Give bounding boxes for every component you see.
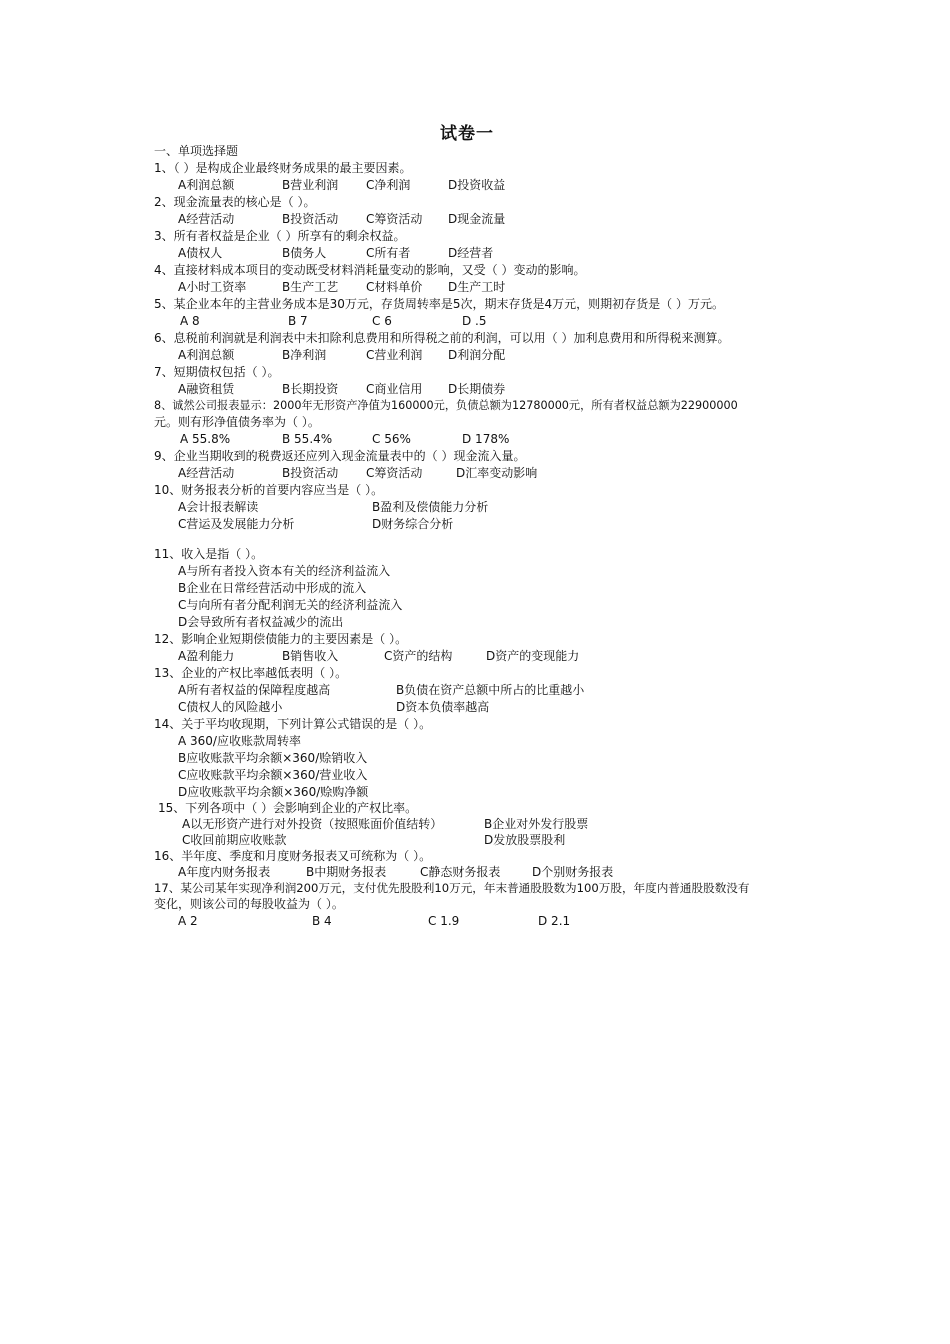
option: B投资活动: [282, 212, 339, 226]
question-stem: 15、下列各项中（ ）会影响到企业的产权比率。: [158, 801, 418, 815]
option: C所有者: [366, 246, 411, 260]
option: A盈利能力: [178, 649, 235, 663]
option: A 55.8%: [180, 432, 231, 446]
option: C营业利润: [366, 348, 423, 362]
question-stem: 1、（ ）是构成企业最终财务成果的最主要因素。: [154, 161, 412, 175]
option: B应收账款平均余额×360/赊销收入: [178, 751, 368, 765]
option: D应收账款平均余额×360/赊购净额: [178, 785, 369, 799]
option: C材料单价: [366, 280, 423, 294]
option: B 4: [312, 914, 332, 928]
option: D 178%: [462, 432, 510, 446]
option: B 55.4%: [282, 432, 333, 446]
question-stem: 14、关于平均收现期，下列计算公式错误的是（ ）。: [154, 717, 432, 731]
question-stem: 3、所有者权益是企业（ ）所享有的剩余权益。: [154, 229, 406, 243]
option: D会导致所有者权益减少的流出: [178, 615, 344, 629]
option: A债权人: [178, 246, 223, 260]
option: D资本负债率越高: [396, 700, 490, 714]
option: C收回前期应收账款: [182, 833, 287, 847]
option: A小时工资率: [178, 280, 247, 294]
option: B企业对外发行股票: [484, 817, 589, 831]
option: B长期投资: [282, 382, 339, 396]
question-stem: 16、半年度、季度和月度财务报表又可统称为（ ）。: [154, 849, 432, 863]
option: D投资收益: [448, 178, 506, 192]
option: C营运及发展能力分析: [178, 517, 295, 531]
option: B盈利及偿债能力分析: [372, 500, 489, 514]
option: B中期财务报表: [306, 865, 387, 879]
option: D汇率变动影响: [456, 466, 538, 480]
option: C筹资活动: [366, 212, 423, 226]
question-stem-continued: 元。则有形净值债务率为（ ）。: [154, 415, 320, 429]
section-heading: 一、单项选择题: [154, 144, 239, 158]
option: C净利润: [366, 178, 411, 192]
option: A 2: [178, 914, 198, 928]
option: B净利润: [282, 348, 327, 362]
option: D发放股票股利: [484, 833, 566, 847]
option: D个别财务报表: [532, 865, 614, 879]
option: D 2.1: [538, 914, 571, 928]
option: B投资活动: [282, 466, 339, 480]
option: B销售收入: [282, 649, 339, 663]
option: B生产工艺: [282, 280, 339, 294]
option: B债务人: [282, 246, 327, 260]
question-stem: 9、企业当期收到的税费返还应列入现金流量表中的（ ）现金流入量。: [154, 449, 526, 463]
option: B营业利润: [282, 178, 339, 192]
question-stem: 10、财务报表分析的首要内容应当是（ ）。: [154, 483, 384, 497]
question-stem-continued: 变化，则该公司的每股收益为（ ）。: [154, 897, 344, 911]
option: B企业在日常经营活动中形成的流入: [178, 581, 367, 595]
option: C与向所有者分配利润无关的经济利益流入: [178, 598, 403, 612]
option: D经营者: [448, 246, 494, 260]
option: A融资租赁: [178, 382, 235, 396]
question-stem: 8、诚然公司报表显示：2000年无形资产净值为160000元，负债总额为12780000元，所有者权益总额为22900000: [154, 399, 738, 412]
option: B负债在资产总额中所占的比重越小: [396, 683, 585, 697]
question-stem: 11、收入是指（ ）。: [154, 547, 264, 561]
option: C商业信用: [366, 382, 423, 396]
option: A经营活动: [178, 212, 235, 226]
option: A所有者权益的保障程度越高: [178, 683, 331, 697]
option: D生产工时: [448, 280, 506, 294]
option: D财务综合分析: [372, 517, 454, 531]
question-stem: 12、影响企业短期偿债能力的主要因素是（ ）。: [154, 632, 408, 646]
option: C资产的结构: [384, 649, 453, 663]
question-stem: 17、某公司某年实现净利润200万元，支付优先股股利10万元，年末普通股股数为100万股，年度内普通股股数没有: [154, 881, 750, 895]
option: D利润分配: [448, 348, 506, 362]
option: A 360/应收账款周转率: [178, 734, 301, 748]
option: B 7: [288, 314, 308, 328]
option: A利润总额: [178, 178, 235, 192]
option: A 8: [180, 314, 200, 328]
option: C债权人的风险越小: [178, 700, 283, 714]
option: D .5: [462, 314, 487, 328]
option: C筹资活动: [366, 466, 423, 480]
option: D现金流量: [448, 212, 506, 226]
page-title: 试卷一: [440, 124, 494, 144]
question-stem: 2、现金流量表的核心是（ ）。: [154, 195, 316, 209]
option: C 56%: [372, 432, 411, 446]
question-stem: 4、直接材料成本项目的变动既受材料消耗量变动的影响，又受（ ）变动的影响。: [154, 263, 586, 277]
option: C静态财务报表: [420, 865, 501, 879]
option: A会计报表解读: [178, 500, 259, 514]
option: D资产的变现能力: [486, 649, 580, 663]
option: A利润总额: [178, 348, 235, 362]
option: A以无形资产进行对外投资（按照账面价值结转）: [182, 817, 443, 831]
question-stem: 6、息税前利润就是利润表中未扣除利息费用和所得税之前的利润，可以用（ ）加利息费用和所得税来测算。: [154, 331, 730, 345]
option: D长期债券: [448, 382, 506, 396]
option: C 1.9: [428, 914, 460, 928]
option: C 6: [372, 314, 392, 328]
question-stem: 13、企业的产权比率越低表明（ ）。: [154, 666, 348, 680]
option: A与所有者投入资本有关的经济利益流入: [178, 564, 391, 578]
question-stem: 7、短期债权包括（ ）。: [154, 365, 280, 379]
option: C应收账款平均余额×360/营业收入: [178, 768, 368, 782]
option: A经营活动: [178, 466, 235, 480]
question-stem: 5、某企业本年的主营业务成本是30万元，存货周转率是5次，期末存货是4万元，则期初存货是（ ）万元。: [154, 297, 724, 311]
option: A年度内财务报表: [178, 865, 271, 879]
